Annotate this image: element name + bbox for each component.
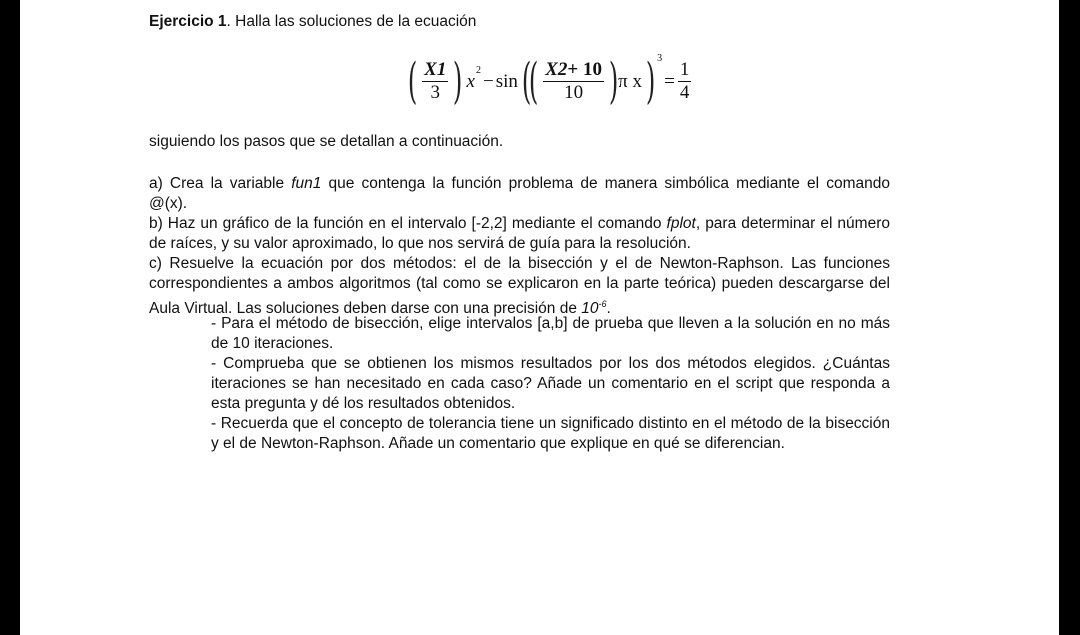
part-a-var: fun1 — [291, 175, 322, 192]
part-c-paragraph — [149, 254, 890, 319]
outer-right-paren: ) — [645, 53, 656, 110]
variable-x: x — [466, 71, 475, 92]
precision-base: 10 — [581, 300, 599, 318]
part-b-cmd: fplot — [666, 215, 696, 232]
exercise-title — [149, 12, 476, 32]
bullet-compare-results: - Comprueba que se obtienen los mismos resultados por los dos métodos elegidos. ¿Cuántas iteraciones se han necesitado en cada caso? Añade un comentario en el script que responda a esta pregunta y dé los resultados obtenidos. — [211, 355, 890, 412]
part-a-pre: a) Crea la variable — [149, 175, 292, 192]
equals-sign: = — [664, 71, 675, 92]
exercise-title-rest: . Halla las soluciones de la ecuación — [226, 13, 477, 30]
variable-x2: X2 — [545, 58, 568, 80]
rhs-denominator: 4 — [679, 82, 690, 104]
exercise-title-bold: Ejercicio 1 — [149, 13, 227, 30]
fraction-x1-over-3 — [422, 60, 448, 104]
part-b-paragraph — [149, 214, 890, 254]
bullet-bisection-intervals: - Para el método de bisección, elige intervalos [a,b] de prueba que lleven a la solución en no más de 10 iteraciones. — [211, 315, 890, 352]
fraction-numerator: X1 — [424, 58, 447, 80]
fraction-1-over-4 — [678, 60, 692, 104]
right-paren: ) — [453, 53, 463, 110]
part-b-pre: b) Haz un gráfico de la función en el intervalo [-2,2] mediante el comando — [149, 215, 667, 232]
sin-function: sin — [495, 71, 518, 92]
exponent-3: 3 — [657, 52, 663, 64]
part-b-post: , para determinar el número de raíces, y su valor aproximado, lo que nos servirá de guía para la resolución. — [149, 215, 890, 252]
fraction2-numerator — [543, 60, 604, 81]
outer-left-paren: ( — [521, 53, 532, 110]
left-paren: ( — [407, 53, 418, 110]
part-a-post: que contenga la función problema de manera simbólica mediante el comando @(x). — [149, 175, 890, 212]
fraction-denominator: 3 — [430, 82, 441, 104]
inner-right-paren: ) — [608, 53, 619, 110]
exponent-2: 2 — [475, 64, 481, 76]
numerator-plus-10: + 10 — [567, 58, 602, 80]
rhs-numerator: 1 — [679, 58, 690, 80]
fraction2-denominator: 10 — [564, 82, 584, 104]
precision-exponent: -6 — [598, 299, 607, 309]
bullet-tolerance: - Recuerda que el concepto de tolerancia tiene un significado distinto en el método de la bisección y el de Newton-Raphson. Añade un comentario que explique en qué se diferencian. — [211, 415, 890, 452]
minus-sign: − — [482, 71, 494, 92]
part-c-pre: c) Resuelve la ecuación por dos métodos: el de la bisección y el de Newton-Raphson. Las funciones correspondientes a ambos algoritmos (tal como se explicaron en la parte teórica) pueden descargarse del Aula Virtual. Las soluciones deben darse con una precisión de — [149, 255, 890, 318]
pi-x: π x — [618, 71, 642, 92]
inner-left-paren: ( — [528, 53, 539, 110]
equation — [404, 52, 692, 112]
part-c-end: . — [606, 300, 611, 318]
fraction-x2-plus-10-over-10 — [543, 60, 604, 104]
part-a-paragraph — [149, 174, 890, 214]
intro-paragraph: siguiendo los pasos que se detallan a continuación. — [149, 133, 504, 150]
